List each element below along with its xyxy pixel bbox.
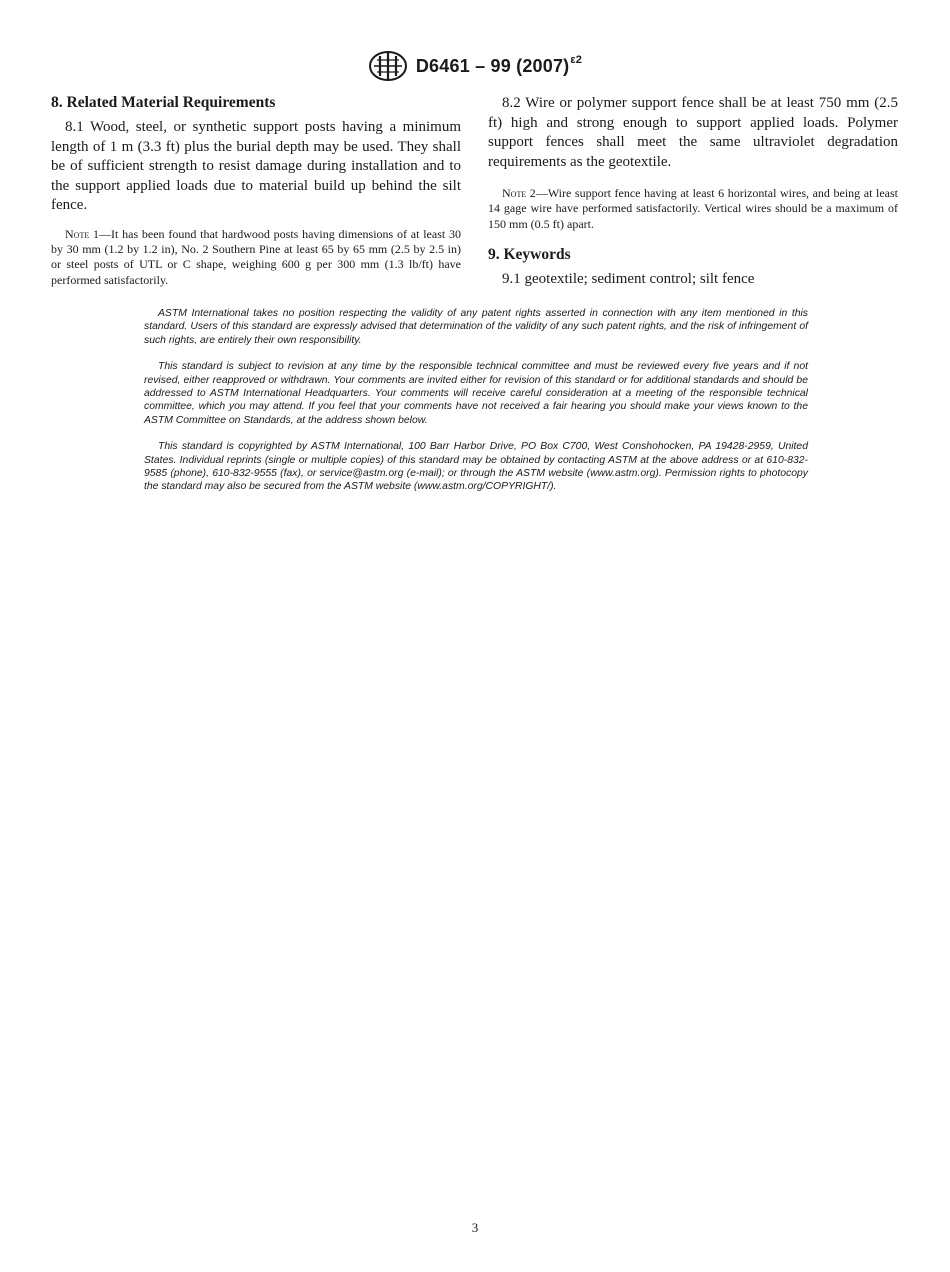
standard-designation: D6461 – 99 $(2007)^{\varepsilon 2}$	[415, 53, 583, 76]
page-header	[0, 50, 950, 82]
paragraph-8-2: 8.2 Wire or polymer support fence shall be at least 750 mm (2.5 ft) high and strong enough to support applied loads. Polymer support fences shall meet the same ultraviolet degradation requirements as the geotextile.	[488, 95, 898, 170]
paragraph-8-1: 8.1 Wood, steel, or synthetic support posts having a minimum length of 1 m (3.3 ft) plus the burial depth may be used. They shall be of sufficient strength to resist damage during installation and to the support applied loads due to material build up behind the silt fence.	[51, 119, 461, 213]
note-2-label: Note 2	[502, 186, 536, 200]
designation-superscript: ε2	[570, 53, 583, 66]
astm-logo-icon	[368, 50, 408, 82]
patent-notice: ASTM International takes no position respecting the validity of any patent rights asserted in connection with any item mentioned in this standard. Users of this standard are expressly advised that determination of the validity of any such patent rights, and the risk of infringement of such rights, are entirely their own responsibility.	[144, 308, 808, 346]
legal-footer	[144, 307, 808, 507]
note-1-text: —It has been found that hardwood posts having dimensions of at least 30 by 30 mm (1.2 by 1.2 in), No. 2 Southern Pine at least 65 by 65 mm (2.5 by 2.5 in) or steel posts of UTL or C shape, weighing 600 g per 300 mm (1.3 lb/ft) have performed satisfactorily.	[51, 226, 461, 287]
right-column	[488, 94, 898, 290]
note-2	[488, 186, 898, 232]
left-column	[51, 94, 461, 288]
note-2-text: —Wire support fence having at least 6 horizontal wires, and being at least 14 gage wire have performed satisfactorily. Vertical wires should be a maximum of 150 mm (0.5 ft) apart.	[488, 186, 898, 231]
paragraph-9-1: 9.1 geotextile; sediment control; silt fence	[502, 271, 755, 288]
copyright-notice: This standard is copyrighted by ASTM International, 100 Barr Harbor Drive, PO Box C700, West Conshohocken, PA 19428-2959, United States. Individual reprints (single or multiple copies) of this standard may be obtained by contacting ASTM at the above address or at 610-832-9585 (phone), 610-832-9555 (fax), or service@astm.org (e-mail); or through the ASTM website (www.astm.org). Permission rights to photocopy the standard may also be secured from the ASTM website (www.astm.org/COPYRIGHT/).	[144, 441, 808, 493]
note-1-label: Note 1	[65, 226, 99, 241]
note-1	[51, 227, 461, 289]
page-number: 3	[471, 1220, 479, 1235]
section-8-title: 8. Related Material Requirements	[51, 94, 276, 111]
revision-notice: This standard is subject to revision at any time by the responsible technical committee and must be reviewed every five years and if not revised, either reapproved or withdrawn. Your comments are invited either for revision of this standard or for additional standards and should be addressed to ASTM International Headquarters. Your comments will receive careful consideration at a meeting of the responsible technical committee, which you may attend. If you feel that your comments have not received a fair hearing you should make your views known to the ASTM Committee on Standards, at the address shown below.	[144, 361, 808, 426]
section-9-title: 9. Keywords	[488, 246, 571, 264]
